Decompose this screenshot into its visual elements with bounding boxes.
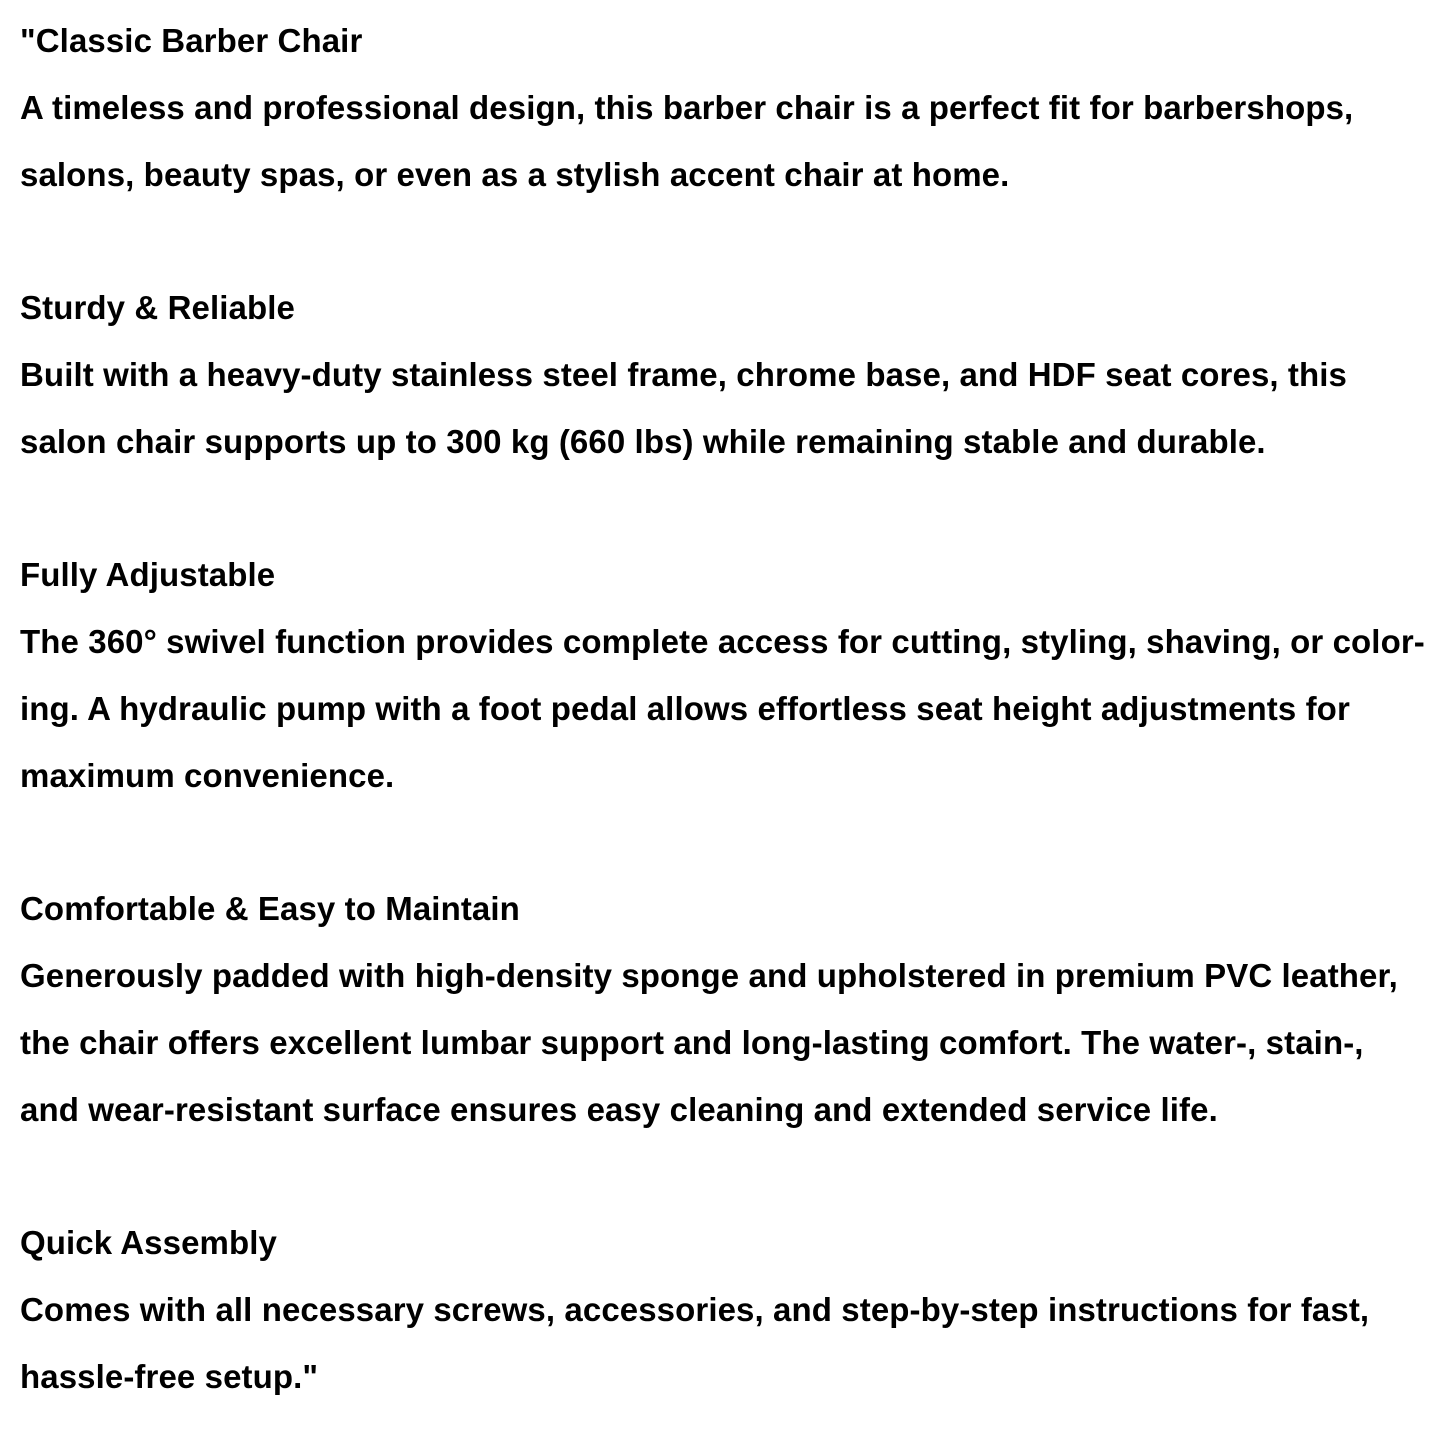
section-body-line: the chair offers excellent lumbar support and long-lasting comfort. The water-, stain-, [20, 1023, 1364, 1061]
paragraph-spacer [20, 208, 1427, 275]
section-body-line: Built with a heavy-duty stainless steel frame, chrome base, and HDF seat cores, this [20, 355, 1347, 393]
section-body-line: A timeless and professional design, this barber chair is a perfect fit for barbershops, [20, 88, 1354, 126]
section-body-line: The 360° swivel function provides complete access for cutting, styling, shaving, or color- [20, 623, 1425, 661]
section-body-line: ing. A hydraulic pump with a foot pedal allows effortless seat height adjustments for [20, 689, 1350, 727]
section-heading-quick-assembly: Quick Assembly [20, 1224, 277, 1262]
section-heading-fully-adjustable: Fully Adjustable [20, 556, 276, 594]
section-heading-classic-barber-chair: "Classic Barber Chair [20, 22, 363, 59]
paragraph-spacer [20, 476, 1427, 543]
section-body-line: salons, beauty spas, or even as a stylish accent chair at home. [20, 155, 1010, 193]
section-body-line: salon chair supports up to 300 kg (660 lbs) while remaining stable and durable. [20, 422, 1266, 460]
section-body-line: and wear-resistant surface ensures easy cleaning and extended service life. [20, 1090, 1218, 1128]
section-body-line: hassle-free setup." [20, 1357, 319, 1395]
section-heading-comfortable-easy-maintain: Comfortable & Easy to Maintain [20, 890, 520, 928]
section-body-line: Comes with all necessary screws, accessories, and step-by-step instructions for fast, [20, 1291, 1370, 1329]
section-body-line: Generously padded with high-density sponge and upholstered in premium PVC leather, [20, 957, 1398, 995]
section-heading-sturdy-reliable: Sturdy & Reliable [20, 289, 295, 327]
section-body-line: maximum convenience. [20, 756, 395, 794]
paragraph-spacer [20, 810, 1427, 877]
paragraph-spacer [20, 1144, 1427, 1211]
